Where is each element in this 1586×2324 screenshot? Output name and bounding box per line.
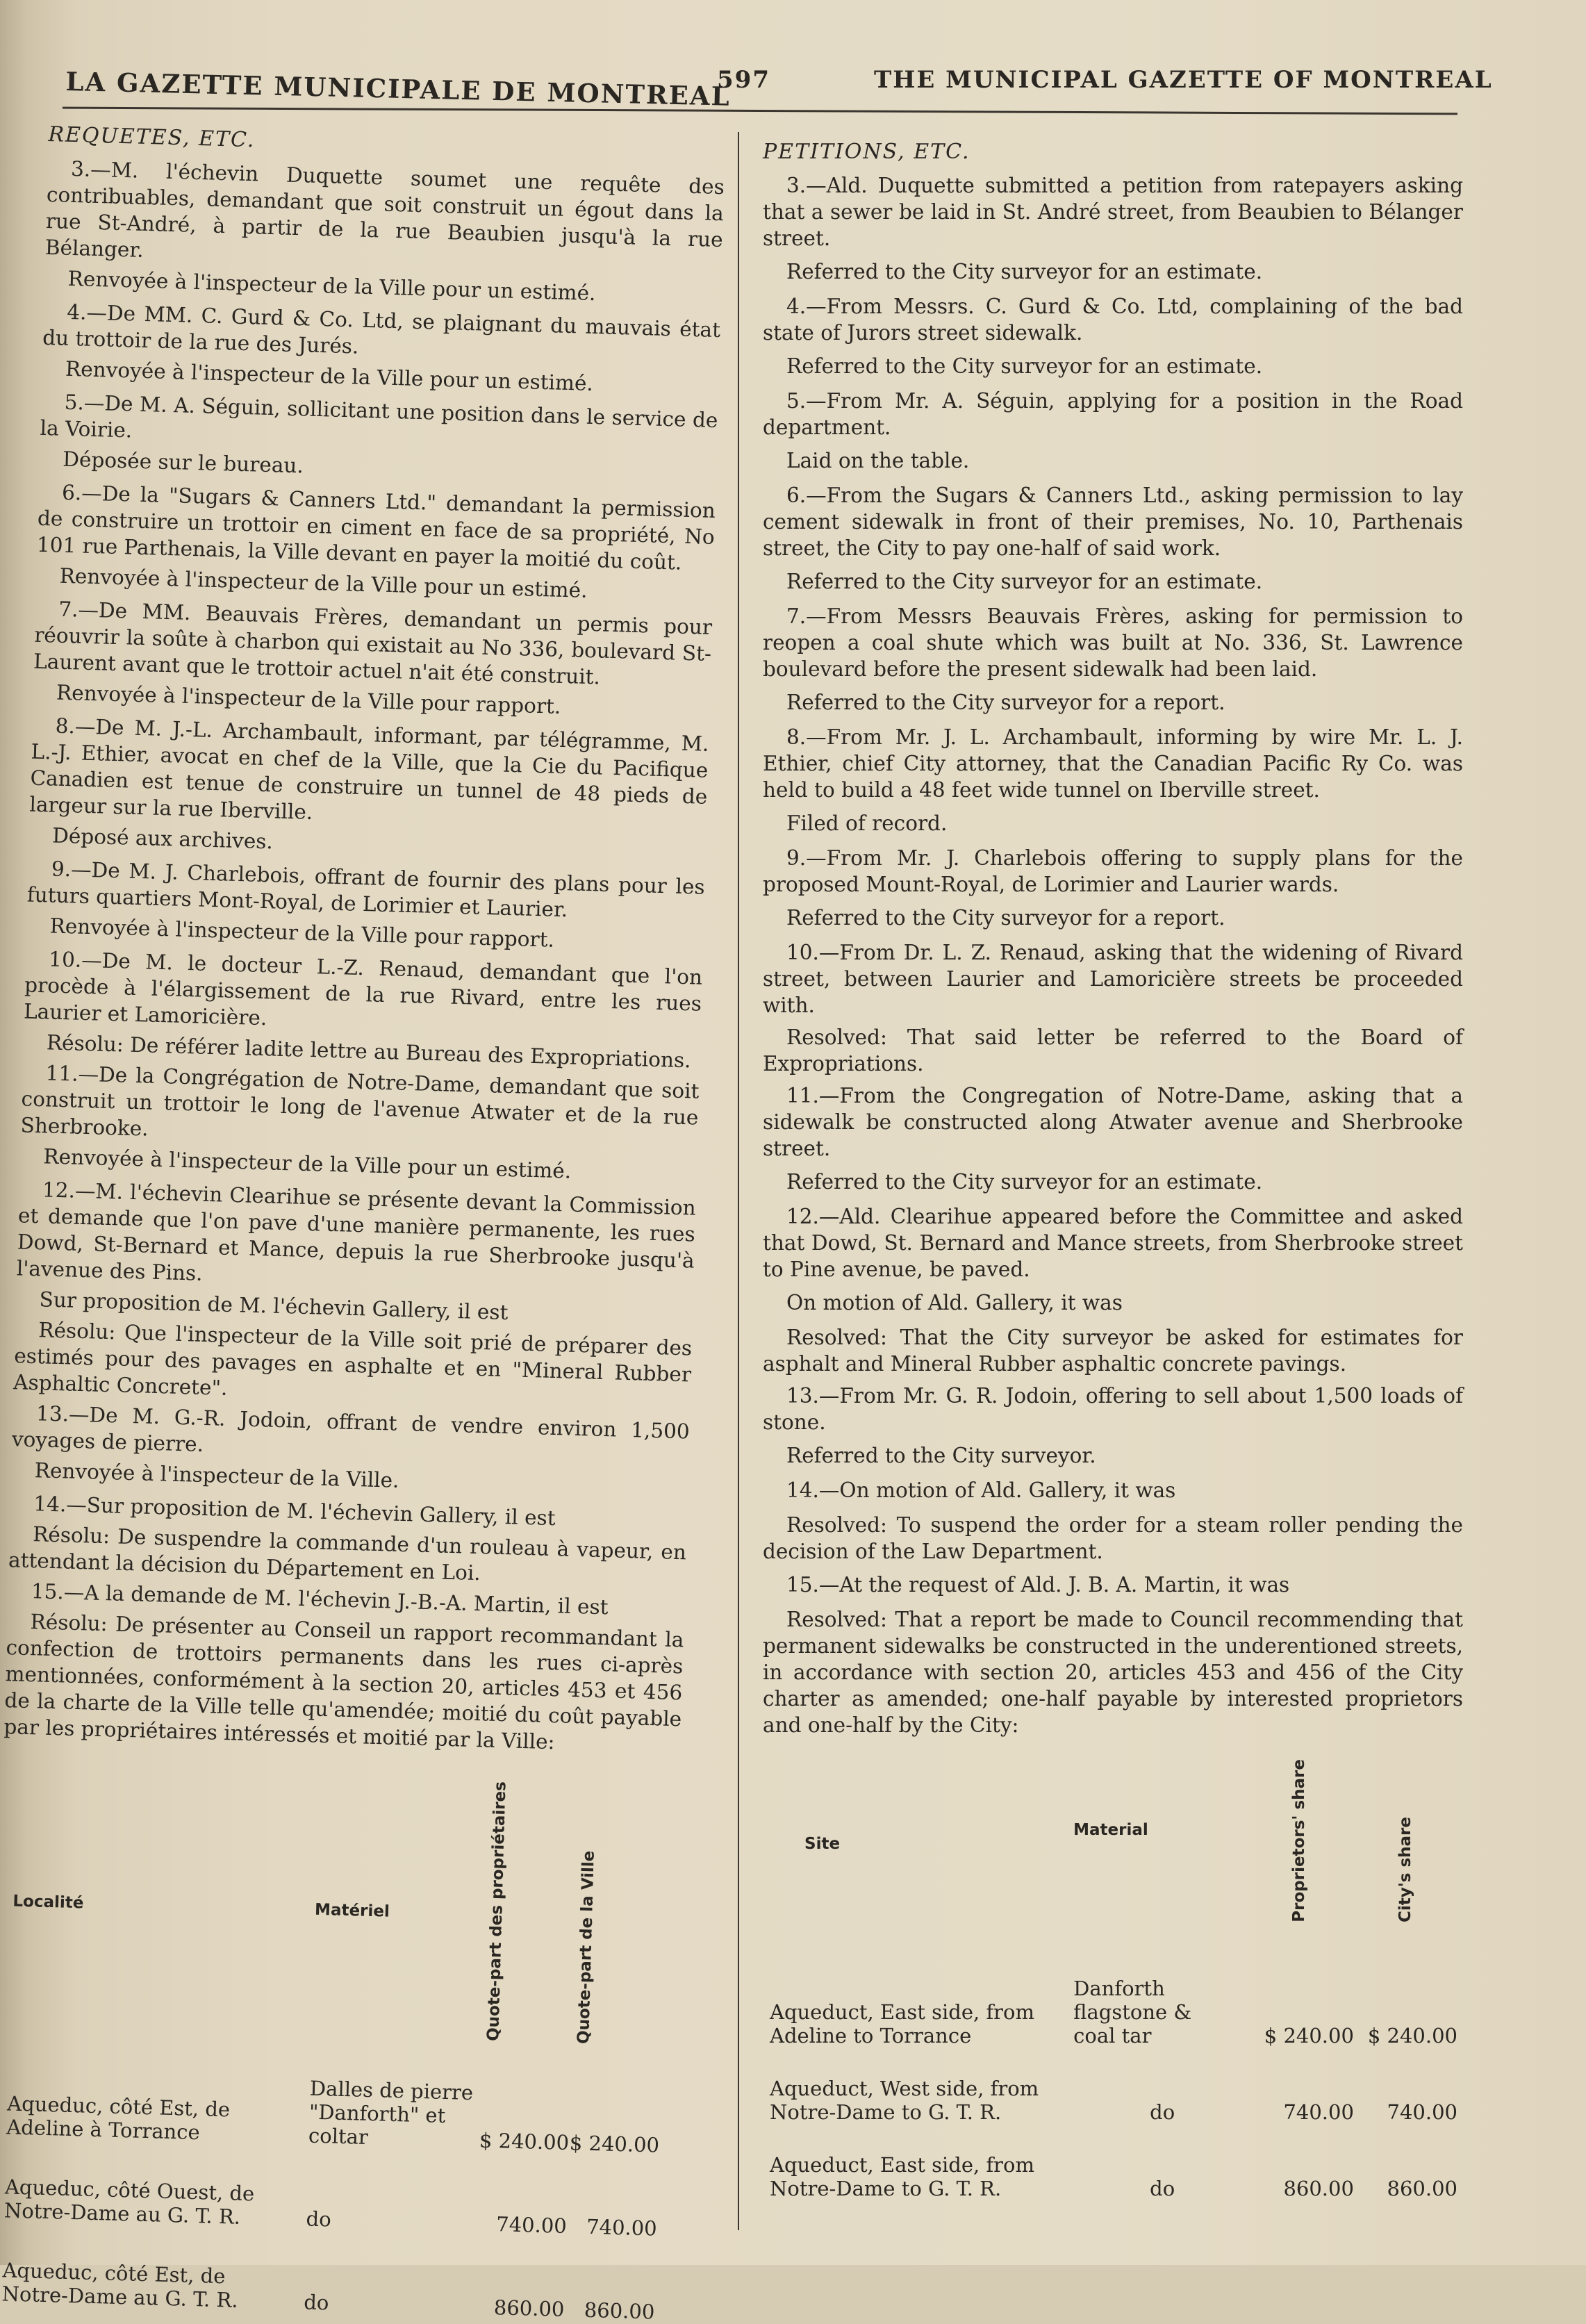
item-paragraph: 10.—From Dr. L. Z. Renaud, asking that the widening of Rivard street, between Laurier and Lamoricière streets be proceeded with. — [763, 941, 1463, 1017]
table-row — [0, 2034, 662, 2157]
site-cell: Aqueduct, West side, from Notre-Dame to G. T. R. — [770, 2076, 1039, 2124]
disposition-line: Renvoyée à l'inspecteur de la Ville pour un estimé. — [65, 356, 594, 396]
item-paragraph: 15.—A la demande de M. l'échevin J.-B.-A. Martin, il est — [31, 1579, 609, 1620]
item-paragraph: 3.—M. l'échevin Duquette soumet une requête des contribuables, demandant que soit construit un égout dans la rue St-André, à partir de la rue Beaubien jusqu'à la rue Bélanger. — [44, 156, 725, 262]
city-share-cell: 860.00 — [584, 2298, 655, 2324]
resolution-paragraph: Résolu: De suspendre la commande d'un rouleau à vapeur, en attendant la décision du Département en Loi. — [8, 1522, 687, 1585]
motion-line: 14.—On motion of Ald. Gallery, it was — [786, 1478, 1176, 1502]
table-header-row — [763, 1759, 1457, 1929]
column-header: City's share — [1396, 1816, 1415, 1922]
disposition-line: Referred to the City surveyor for a report. — [786, 906, 1225, 930]
site-cell: Aqueduct, East side, from Notre-Dame to G. T. R. — [770, 2152, 1035, 2200]
disposition-line: Déposée sur le bureau. — [62, 447, 304, 478]
disposition-line: Filed of record. — [786, 811, 948, 835]
disposition-line: Renvoyée à l'inspecteur de la Ville pour un estimé. — [59, 563, 588, 602]
currency-sign: $ — [1264, 2023, 1278, 2047]
currency-sign: $ — [479, 2128, 493, 2152]
sidewalk-table-english — [763, 1759, 1457, 2200]
disposition-line: Referred to the City surveyor for an estimate. — [786, 354, 1263, 378]
section-heading-english: PETITIONS, ETC. — [763, 140, 970, 164]
column-header: Matériel — [314, 1900, 390, 1921]
disposition-line: Déposé aux archives. — [51, 823, 274, 854]
disposition-line: Referred to the City surveyor for an estimate. — [786, 260, 1263, 283]
running-header-english: THE MUNICIPAL GAZETTE OF MONTREAL — [874, 66, 1493, 94]
item-paragraph: 11.—De la Congrégation de Notre-Dame, demandant que soit construit un trottoir le long de l'avenue Atwater et de la rue Sherbrooke. — [20, 1061, 700, 1141]
material-cell: do — [1150, 2176, 1175, 2200]
item-paragraph: 8.—From Mr. J. L. Archambault, informing by wire Mr. L. J. Ethier, chief City attorney, that the Canadian Pacific Ry Co. was held to build a 48 feet wide tunnel on Iberville street. — [763, 725, 1463, 802]
item-paragraph: 4.—De MM. C. Gurd & Co. Ltd, se plaignant du mauvais état du trottoir de la rue des Jurés. — [42, 299, 721, 359]
proprietors-share-cell: 740.00 — [495, 2212, 568, 2238]
disposition-line: Referred to the City surveyor for an estimate. — [786, 1170, 1263, 1194]
city-share-cell: 740.00 — [586, 2214, 658, 2241]
disposition-line: Renvoyée à l'inspecteur de la Ville pour rapport. — [49, 914, 555, 952]
resolution-paragraph: Résolu: De référer ladite lettre au Bureau des Expropriations. — [46, 1030, 691, 1073]
english-column — [763, 139, 1463, 2200]
column-divider — [738, 132, 739, 2230]
column-header: Proprietors' share — [1289, 1759, 1308, 1922]
proprietors-share-cell: 240.00 — [1283, 2023, 1354, 2047]
item-paragraph: 9.—From Mr. J. Charlebois offering to supply plans for the proposed Mount-Royal, de Lorimier and Laurier wards. — [763, 846, 1463, 896]
item-paragraph: 3.—Ald. Duquette submitted a petition from ratepayers asking that a sewer be laid in St. André street, from Beaubien to Bélanger street. — [763, 174, 1463, 250]
site-cell: Aqueduc, côté Ouest, de Notre-Dame au G. T. R. — [3, 2175, 255, 2229]
item-paragraph: 10.—De M. le docteur L.-Z. Renaud, demandant que l'on procède à l'élargissement de la rue Rivard, entre les rues Laurier et Lamoricière. — [23, 947, 703, 1030]
city-share-cell: 860.00 — [1387, 2176, 1457, 2200]
material-cell: Dalles de pierre "Danforth" et coltar — [308, 2076, 474, 2149]
item-paragraph: 5.—From Mr. A. Séguin, applying for a position in the Road department. — [763, 389, 1463, 439]
item-paragraph: 6.—From the Sugars & Canners Ltd., asking permission to lay cement sidewalk in front of their premises, No. 10, Parthenais street, the City to pay one-half of said work. — [763, 484, 1463, 560]
city-share-cell: 740.00 — [1387, 2100, 1457, 2124]
city-share-cell: 240.00 — [588, 2131, 660, 2157]
resolution-paragraph: Résolu: De présenter au Conseil un rapport recommandant la confection de trottoirs permanents dans les rues ci-après mentionnées, conformément à la section 20, articles 453 et 456 de la charte de la Ville telle qu'amendée; moitié du coût payable par les propriétaires intéressés et moitié par la Ville: — [3, 1610, 684, 1754]
currency-sign: $ — [1367, 2023, 1381, 2047]
disposition-line: Renvoyée à l'inspecteur de la Ville pour un estimé. — [67, 266, 596, 306]
item-paragraph: 14.—Sur proposition de M. l'échevin Gallery, il est — [33, 1492, 556, 1531]
item-paragraph: 13.—De M. G.-R. Jodoin, offrant de vendre environ 1,500 voyages de pierre. — [11, 1401, 691, 1456]
running-header-french: LA GAZETTE MUNICIPALE DE MONTREAL — [65, 66, 732, 112]
proprietors-share-cell: 860.00 — [493, 2296, 565, 2321]
column-header: Quote-part des propriétaires — [484, 1781, 510, 2042]
proprietors-share-cell: 240.00 — [498, 2129, 570, 2154]
material-cell: Danforth flagstone & coal tar — [1073, 1976, 1192, 2047]
table-row — [763, 2047, 1457, 2124]
item-paragraph: 8.—De M. J.-L. Archambault, informant, par télégramme, M. L.-J. Ethier, avocat en chef de la Ville, que la Cie du Pacifique Canadien est tenue de construire un tunnel de 48 pieds de largeur sur la rue Iberville. — [29, 714, 709, 824]
disposition-line: Renvoyée à l'inspecteur de la Ville. — [34, 1458, 399, 1492]
item-paragraph: 5.—De M. A. Séguin, sollicitant une position dans le service de la Voirie. — [40, 390, 718, 443]
disposition-line: Renvoyée à l'inspecteur de la Ville pour rapport. — [56, 680, 561, 718]
item-paragraph: 9.—De M. J. Charlebois, offrant de fournir des plans pour les futurs quartiers Mont-Royal, de Lorimier et Laurier. — [26, 857, 706, 922]
site-cell: Aqueduct, East side, from Adeline to Torrance — [770, 2000, 1035, 2047]
motion-line: Sur proposition de M. l'échevin Gallery, il est — [39, 1287, 509, 1325]
column-header: Site — [804, 1835, 841, 1854]
item-paragraph: 7.—De MM. Beauvais Frères, demandant un permis pour réouvrir la soûte à charbon qui existait au No 336, boulevard St-Laurent avant que le trottoir actuel n'ait été construit. — [33, 597, 713, 689]
disposition-line: Referred to the City surveyor for an estimate. — [786, 570, 1263, 593]
motion-line: On motion of Ald. Gallery, it was — [786, 1291, 1123, 1315]
item-paragraph: 4.—From Messrs. C. Gurd & Co. Ltd, complaining of the bad state of Jurors street sidewalk. — [763, 295, 1463, 345]
motion-line: 15.—At the request of Ald. J. B. A. Martin, it was — [786, 1573, 1290, 1597]
disposition-line: Referred to the City surveyor. — [786, 1444, 1096, 1467]
resolution-paragraph: Resolved: That the City surveyor be asked for estimates for asphalt and Mineral Rubber asphaltic concrete pavings. — [763, 1326, 1463, 1376]
section-heading-french: REQUETES, ETC. — [47, 122, 256, 153]
city-share-cell: 240.00 — [1387, 2023, 1457, 2047]
item-paragraph: 11.—From the Congregation of Notre-Dame, asking that a sidewalk be constructed along Atwater avenue and Sherbrooke street. — [763, 1084, 1463, 1160]
item-paragraph: 6.—De la "Sugars & Canners Ltd." demandant la permission de construire un trottoir en ciment en face de sa propriété, No 101 rue Parthenais, la Ville devant en payer la moitié du coût. — [36, 480, 716, 575]
disposition-line: Renvoyée à l'inspecteur de la Ville pour un estimé. — [42, 1144, 572, 1183]
column-header: Quote-part de la Ville — [575, 1849, 598, 2044]
disposition-line: Referred to the City surveyor for a report. — [786, 691, 1225, 714]
item-paragraph: 12.—M. l'échevin Clearihue se présente devant la Commission et demande que l'on pave d'une manière permanente, les rues Dowd, St-Bernard et Mance, depuis la rue Sherbrooke jusqu'à l'avenue des Pins. — [16, 1178, 697, 1285]
material-cell: do — [303, 2290, 329, 2315]
resolution-paragraph: Résolu: Que l'inspecteur de la Ville soit prié de préparer des estimés pour des pavages en asphalte et en "Mineral Rubber Asphaltic Concrete". — [13, 1318, 693, 1400]
table-header-row — [0, 1767, 669, 2053]
sidewalk-table-french — [0, 1767, 669, 2323]
table-row — [763, 1929, 1457, 2047]
material-cell: do — [306, 2207, 332, 2232]
column-header: Material — [1073, 1821, 1148, 1840]
item-paragraph: 13.—From Mr. G. R. Jodoin, offering to sell about 1,500 loads of stone. — [763, 1384, 1463, 1434]
column-header: Localité — [13, 1892, 84, 1913]
currency-sign: $ — [569, 2130, 583, 2155]
disposition-line: Laid on the table. — [786, 449, 970, 472]
resolution-paragraph: Resolved: To suspend the order for a steam roller pending the decision of the Law Department. — [763, 1513, 1463, 1563]
site-cell: Aqueduc, côté Est, de Adeline à Torrance — [6, 2091, 231, 2145]
proprietors-share-cell: 860.00 — [1283, 2176, 1354, 2200]
item-paragraph: 7.—From Messrs Beauvais Frères, asking for permission to reopen a coal shute which was built at No. 336, St. Lawrence boulevard before the present sidewalk had been laid. — [763, 604, 1463, 681]
page-number: 597 — [717, 66, 770, 94]
proprietors-share-cell: 740.00 — [1283, 2100, 1354, 2124]
resolution-paragraph: Resolved: That a report be made to Council recommending that permanent sidewalks be constructed in the underentioned streets, in accordance with section 20, articles 453 and 456 of the City charter as amended; one-half payable by interested proprietors and one-half by the City: — [763, 1608, 1463, 1737]
material-cell: do — [1150, 2100, 1175, 2124]
table-row — [763, 2124, 1457, 2200]
site-cell: Aqueduc, côté Est, de Notre-Dame au G. T. R. — [1, 2258, 239, 2312]
resolution-paragraph: Resolved: That said letter be referred to the Board of Expropriations. — [763, 1025, 1463, 1076]
french-column — [0, 122, 726, 2324]
item-paragraph: 12.—Ald. Clearihue appeared before the Committee and asked that Dowd, St. Bernard and Mance streets, from Sherbrooke street to Pine avenue, be paved. — [763, 1205, 1463, 1281]
